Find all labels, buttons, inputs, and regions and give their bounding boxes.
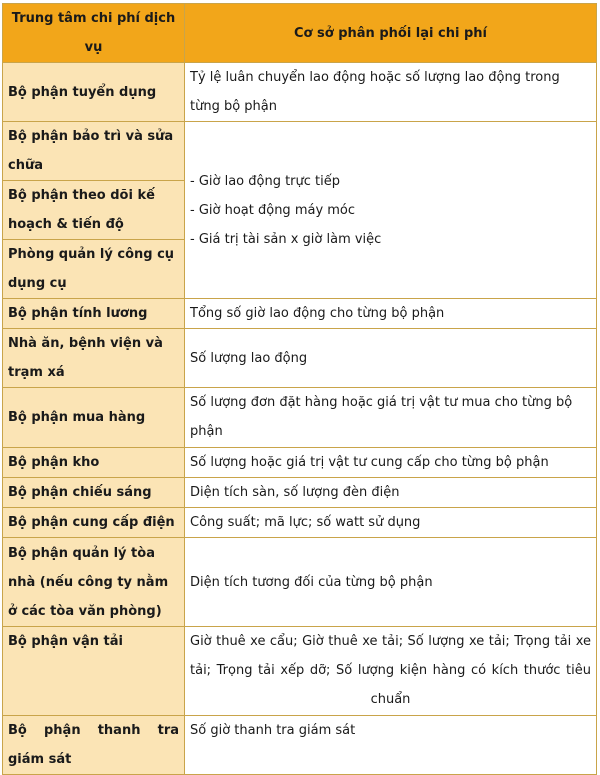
table-row — [3, 388, 597, 448]
service-center-cell: Bộ phận mua hàng — [3, 388, 185, 448]
table-row — [3, 63, 597, 122]
allocation-basis-cell: Tổng số giờ lao động cho từng bộ phận — [185, 299, 597, 329]
service-center-cell: Bộ phận tính lương — [3, 299, 185, 329]
header-service-center: Trung tâm chi phí dịch vụ — [3, 4, 185, 63]
allocation-basis-cell: Số lượng hoặc giá trị vật tư cung cấp cho từng bộ phận — [185, 448, 597, 478]
header-allocation-basis: Cơ sở phân phối lại chi phí — [185, 4, 597, 63]
service-center-cell: Bộ phận thanh tra giám sát — [3, 716, 185, 775]
service-center-cell: Phòng quản lý công cụ dụng cụ — [3, 240, 185, 299]
service-center-cell: Bộ phận bảo trì và sửa chữa — [3, 122, 185, 181]
allocation-basis-cell: Số lượng đơn đặt hàng hoặc giá trị vật tư mua cho từng bộ phận — [185, 388, 597, 448]
service-center-cell: Bộ phận kho — [3, 448, 185, 478]
table-row — [3, 478, 597, 508]
allocation-basis-shared-cell — [185, 122, 597, 299]
table-row — [3, 122, 597, 181]
basis-bullet: - Giá trị tài sản x giờ làm việc — [190, 231, 382, 247]
service-center-cell: Bộ phận theo dõi kế hoạch & tiến độ — [3, 181, 185, 240]
allocation-basis-cell: Số lượng lao động — [185, 329, 597, 388]
service-center-cell: Bộ phận quản lý tòa nhà (nếu công ty nằm ở các tòa văn phòng) — [3, 538, 185, 627]
table-row — [3, 538, 597, 627]
allocation-basis-cell: Diện tích sàn, số lượng đèn điện — [185, 478, 597, 508]
table-row — [3, 627, 597, 716]
service-center-cell: Bộ phận vận tải — [3, 627, 185, 716]
allocation-basis-cell: Giờ thuê xe cẩu; Giờ thuê xe tải; Số lượng xe tải; Trọng tải xe tải; Trọng tải xếp dỡ; Số lượng kiện hàng có kích thước tiêu chuẩn — [185, 627, 597, 716]
table-row — [3, 448, 597, 478]
service-center-cell: Bộ phận tuyển dụng — [3, 63, 185, 122]
basis-bullet: - Giờ hoạt động máy móc — [190, 202, 356, 218]
table-row — [3, 299, 597, 329]
service-center-cell: Bộ phận chiếu sáng — [3, 478, 185, 508]
table-row — [3, 508, 597, 538]
table-header-row — [3, 4, 597, 63]
service-center-cell: Nhà ăn, bệnh viện và trạm xá — [3, 329, 185, 388]
basis-bullet: - Giờ lao động trực tiếp — [190, 173, 341, 189]
service-center-cell: Bộ phận cung cấp điện — [3, 508, 185, 538]
table-row — [3, 716, 597, 775]
allocation-basis-cell: Công suất; mã lực; số watt sử dụng — [185, 508, 597, 538]
table-row — [3, 329, 597, 388]
cost-allocation-table — [2, 3, 597, 775]
allocation-basis-cell: Diện tích tương đối của từng bộ phận — [185, 538, 597, 627]
allocation-basis-cell: Tỷ lệ luân chuyển lao động hoặc số lượng lao động trong từng bộ phận — [185, 63, 597, 122]
allocation-basis-cell: Số giờ thanh tra giám sát — [185, 716, 597, 775]
